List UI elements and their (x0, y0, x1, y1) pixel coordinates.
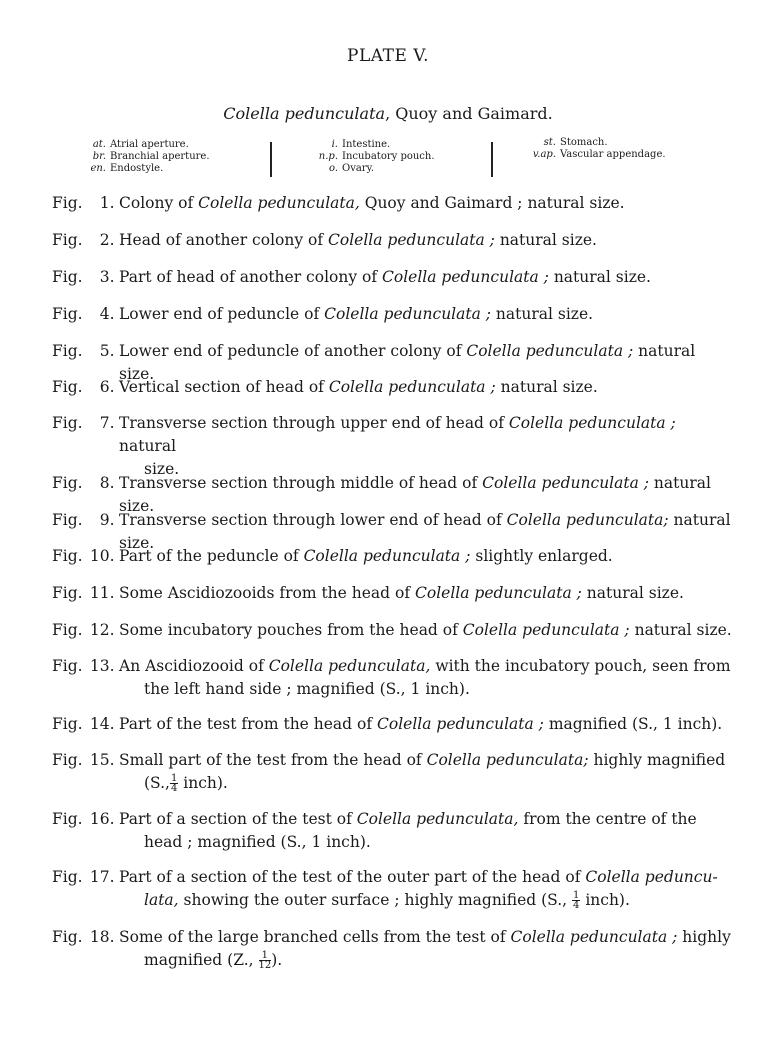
figure-number: 3. (99, 268, 115, 286)
figure-number: 13. (89, 657, 115, 675)
figure-number: 6. (99, 378, 115, 396)
caption-line (119, 713, 732, 736)
plate-subtitle (0, 104, 776, 123)
figure-label (52, 713, 115, 736)
caption-text: inch). (580, 891, 630, 909)
figure-label (52, 303, 115, 326)
caption-text: Transverse section through upper end of head of (119, 414, 509, 432)
species-name: Colella pedunculata; (506, 511, 669, 529)
caption-text: Lower end of peduncle of another colony of (119, 342, 467, 360)
figure-caption (52, 229, 732, 252)
species-name: Colella pedunculata ; (382, 268, 549, 286)
figure-prefix: Fig. (52, 414, 83, 432)
caption-text: Transverse section through lower end of head of (119, 511, 507, 529)
figure-prefix: Fig. (52, 305, 83, 323)
legend-column-2 (306, 139, 435, 175)
species-name: Colella pedunculata, (198, 194, 360, 212)
figure-number: 4. (99, 305, 115, 323)
caption-text: natural size. (581, 584, 684, 602)
figure-number: 8. (99, 474, 115, 492)
figure-prefix: Fig. (52, 511, 83, 529)
figure-caption (52, 866, 732, 912)
legend-label: Ovary. (342, 163, 375, 174)
species-name: Colella pedunculata ; (462, 621, 630, 639)
caption-text: natural size. (495, 378, 598, 396)
caption-line (119, 192, 732, 215)
figure-prefix: Fig. (52, 810, 83, 828)
figure-number: 15. (89, 751, 115, 769)
legend-label: Branchial aperture. (110, 151, 210, 162)
caption-line (119, 545, 732, 568)
caption-text: size. (144, 460, 180, 478)
fraction-numerator: 1 (573, 890, 580, 901)
caption-line (119, 655, 732, 678)
fraction-numerator: 1 (170, 773, 178, 784)
figure-label (52, 808, 115, 831)
caption-text: from the centre of the (518, 810, 697, 828)
caption-line (119, 266, 732, 289)
caption-continuation (144, 772, 732, 795)
legend-item (86, 151, 210, 163)
figure-number: 9. (99, 511, 115, 529)
plate-title: PLATE V. (347, 46, 429, 66)
caption-text: showing the outer surface ; highly magnified (S., (178, 891, 573, 909)
figure-prefix: Fig. (52, 194, 83, 212)
caption-continuation (144, 949, 732, 972)
legend-item (86, 163, 210, 175)
figure-caption (52, 655, 732, 701)
figure-caption (52, 412, 732, 481)
caption-continuation (144, 889, 732, 912)
figure-prefix: Fig. (52, 657, 83, 675)
caption-text: the left hand side ; magnified (S., 1 inch). (144, 680, 470, 698)
figure-label (52, 749, 115, 772)
legend-abbr: i. (331, 139, 338, 150)
caption-text: magnified (S., 1 inch). (543, 715, 723, 733)
figure-prefix: Fig. (52, 868, 83, 886)
fraction-numerator: 1 (259, 951, 272, 961)
legend-label: Endostyle. (110, 163, 164, 174)
species-name: Colella pedunculata ; (328, 378, 496, 396)
caption-text: Some Ascidiozooids from the head of (119, 584, 415, 602)
caption-line (119, 866, 732, 889)
figure-prefix: Fig. (52, 584, 83, 602)
legend-item (524, 137, 666, 149)
caption-text: natural size. (119, 511, 731, 552)
figure-number: 11. (89, 584, 115, 602)
legend-abbr: at. (92, 139, 106, 150)
figure-number: 2. (99, 231, 115, 249)
caption-continuation (144, 831, 732, 854)
figure-caption (52, 545, 732, 568)
figure-number: 16. (89, 810, 115, 828)
caption-text: (S., (144, 774, 170, 792)
caption-text: Head of another colony of (119, 231, 329, 249)
caption-line (119, 926, 732, 949)
legend-abbr: st. (543, 137, 556, 148)
figure-caption (52, 749, 732, 795)
caption-text: inch). (178, 774, 228, 792)
figure-label (52, 192, 115, 215)
figure-caption (52, 303, 732, 326)
legend-abbr: br. (92, 151, 106, 162)
figure-label (52, 619, 115, 642)
figure-label (52, 655, 115, 678)
caption-text: Small part of the test from the head of (119, 751, 427, 769)
caption-text: Lower end of peduncle of (119, 305, 325, 323)
species-name: Colella peduncu- (585, 868, 718, 886)
fraction (259, 951, 272, 970)
figure-label (52, 376, 115, 399)
figure-prefix: Fig. (52, 231, 83, 249)
fraction-denominator: 4 (170, 783, 178, 794)
species-name: Colella pedunculata ; (328, 231, 495, 249)
species-name: Colella pedunculata ; (415, 584, 582, 602)
figure-label (52, 582, 115, 605)
fraction-denominator: 12 (258, 960, 272, 971)
caption-line (119, 619, 732, 642)
caption-text: slightly enlarged. (470, 547, 613, 565)
figure-prefix: Fig. (52, 547, 83, 565)
figure-number: 12. (89, 621, 115, 639)
figure-number: 14. (89, 715, 115, 733)
figure-label (52, 545, 115, 568)
caption-text: natural size. (548, 268, 651, 286)
figure-caption (52, 192, 732, 215)
figure-prefix: Fig. (52, 268, 83, 286)
caption-text: natural size. (119, 474, 711, 515)
caption-text: ). (271, 951, 283, 969)
figure-caption (52, 808, 732, 854)
figure-number: 7. (99, 414, 115, 432)
caption-text: highly (677, 928, 731, 946)
legend-item (306, 163, 435, 175)
figure-label (52, 866, 115, 889)
species-name: Colella pedunculata ; (466, 342, 634, 360)
species-name: Colella pedunculata, (268, 657, 431, 675)
legend-abbr: en. (90, 163, 106, 174)
figure-label (52, 266, 115, 289)
figure-caption (52, 376, 732, 399)
legend-item (306, 151, 435, 163)
caption-text: Part of the test from the head of (119, 715, 378, 733)
legend-label: Incubatory pouch. (342, 151, 435, 162)
legend-column-3 (524, 137, 666, 161)
caption-line (119, 582, 732, 605)
figure-number: 18. (89, 928, 115, 946)
fraction-denominator: 4 (573, 900, 580, 911)
figure-prefix: Fig. (52, 342, 83, 360)
figure-number: 17. (89, 868, 115, 886)
species-name: Colella pedunculata ; (324, 305, 491, 323)
caption-text: Vertical section of head of (119, 378, 329, 396)
legend-label: Vascular appendage. (560, 149, 666, 160)
caption-line (119, 412, 732, 458)
figure-caption (52, 713, 732, 736)
caption-text: natural size. (491, 305, 594, 323)
legend-abbr: o. (328, 163, 338, 174)
subtitle-species: Colella pedunculata (223, 104, 386, 123)
figure-label (52, 229, 115, 252)
figure-number: 10. (89, 547, 115, 565)
caption-text: An Ascidiozooid of (119, 657, 269, 675)
caption-text: Transverse section through middle of head of (119, 474, 483, 492)
figure-prefix: Fig. (52, 928, 83, 946)
caption-text: natural size. (629, 621, 732, 639)
caption-text: natural (119, 437, 177, 455)
species-name: Colella pedunculata ; (508, 414, 676, 432)
caption-text: Some incubatory pouches from the head of (119, 621, 463, 639)
caption-text: Quoy and Gaimard ; natural size. (359, 194, 625, 212)
caption-line (119, 229, 732, 252)
figure-prefix: Fig. (52, 751, 83, 769)
figure-label (52, 509, 115, 532)
caption-text: Part of a section of the test of (119, 810, 357, 828)
figure-caption (52, 582, 732, 605)
legend-item (86, 139, 210, 151)
caption-text: highly magnified (588, 751, 726, 769)
caption-text: Part of a section of the test of the outer part of the head of (119, 868, 586, 886)
figure-caption (52, 266, 732, 289)
caption-text: Colony of (119, 194, 199, 212)
species-name: lata, (144, 891, 179, 909)
legend-item (524, 149, 666, 161)
species-name: Colella pedunculata ; (482, 474, 649, 492)
figure-label (52, 472, 115, 495)
caption-text: Some of the large branched cells from the test of (119, 928, 511, 946)
legend-label: Intestine. (342, 139, 391, 150)
legend-divider (270, 142, 272, 177)
subtitle-authority: , Quoy and Gaimard. (385, 104, 553, 123)
caption-text: natural size. (494, 231, 597, 249)
legend-divider (491, 142, 493, 177)
figure-label (52, 340, 115, 363)
species-name: Colella pedunculata, (356, 810, 519, 828)
figure-number: 1. (99, 194, 115, 212)
legend-abbr: v.ap. (532, 149, 556, 160)
figure-prefix: Fig. (52, 378, 83, 396)
figure-number: 5. (99, 342, 115, 360)
figure-caption (52, 619, 732, 642)
species-name: Colella pedunculata ; (510, 928, 678, 946)
legend-abbr: n.p. (318, 151, 338, 162)
caption-text: Part of head of another colony of (119, 268, 383, 286)
figure-prefix: Fig. (52, 474, 83, 492)
species-name: Colella pedunculata; (426, 751, 589, 769)
caption-line (119, 749, 732, 772)
figure-label (52, 926, 115, 949)
species-name: Colella pedunculata ; (303, 547, 471, 565)
caption-line (119, 808, 732, 831)
caption-text: natural size. (119, 342, 696, 383)
species-name: Colella pedunculata ; (377, 715, 544, 733)
caption-text: Part of the peduncle of (119, 547, 304, 565)
caption-line (119, 376, 732, 399)
figure-label (52, 412, 115, 435)
figure-prefix: Fig. (52, 621, 83, 639)
caption-text: head ; magnified (S., 1 inch). (144, 833, 371, 851)
figure-caption (52, 926, 732, 972)
figure-prefix: Fig. (52, 715, 83, 733)
caption-text: with the incubatory pouch, seen from (430, 657, 731, 675)
legend-label: Stomach. (560, 137, 608, 148)
legend-column-1 (86, 139, 210, 175)
legend-label: Atrial aperture. (110, 139, 189, 150)
caption-continuation (144, 678, 732, 701)
caption-line (119, 303, 732, 326)
legend-item (306, 139, 435, 151)
caption-text: magnified (Z., (144, 951, 259, 969)
